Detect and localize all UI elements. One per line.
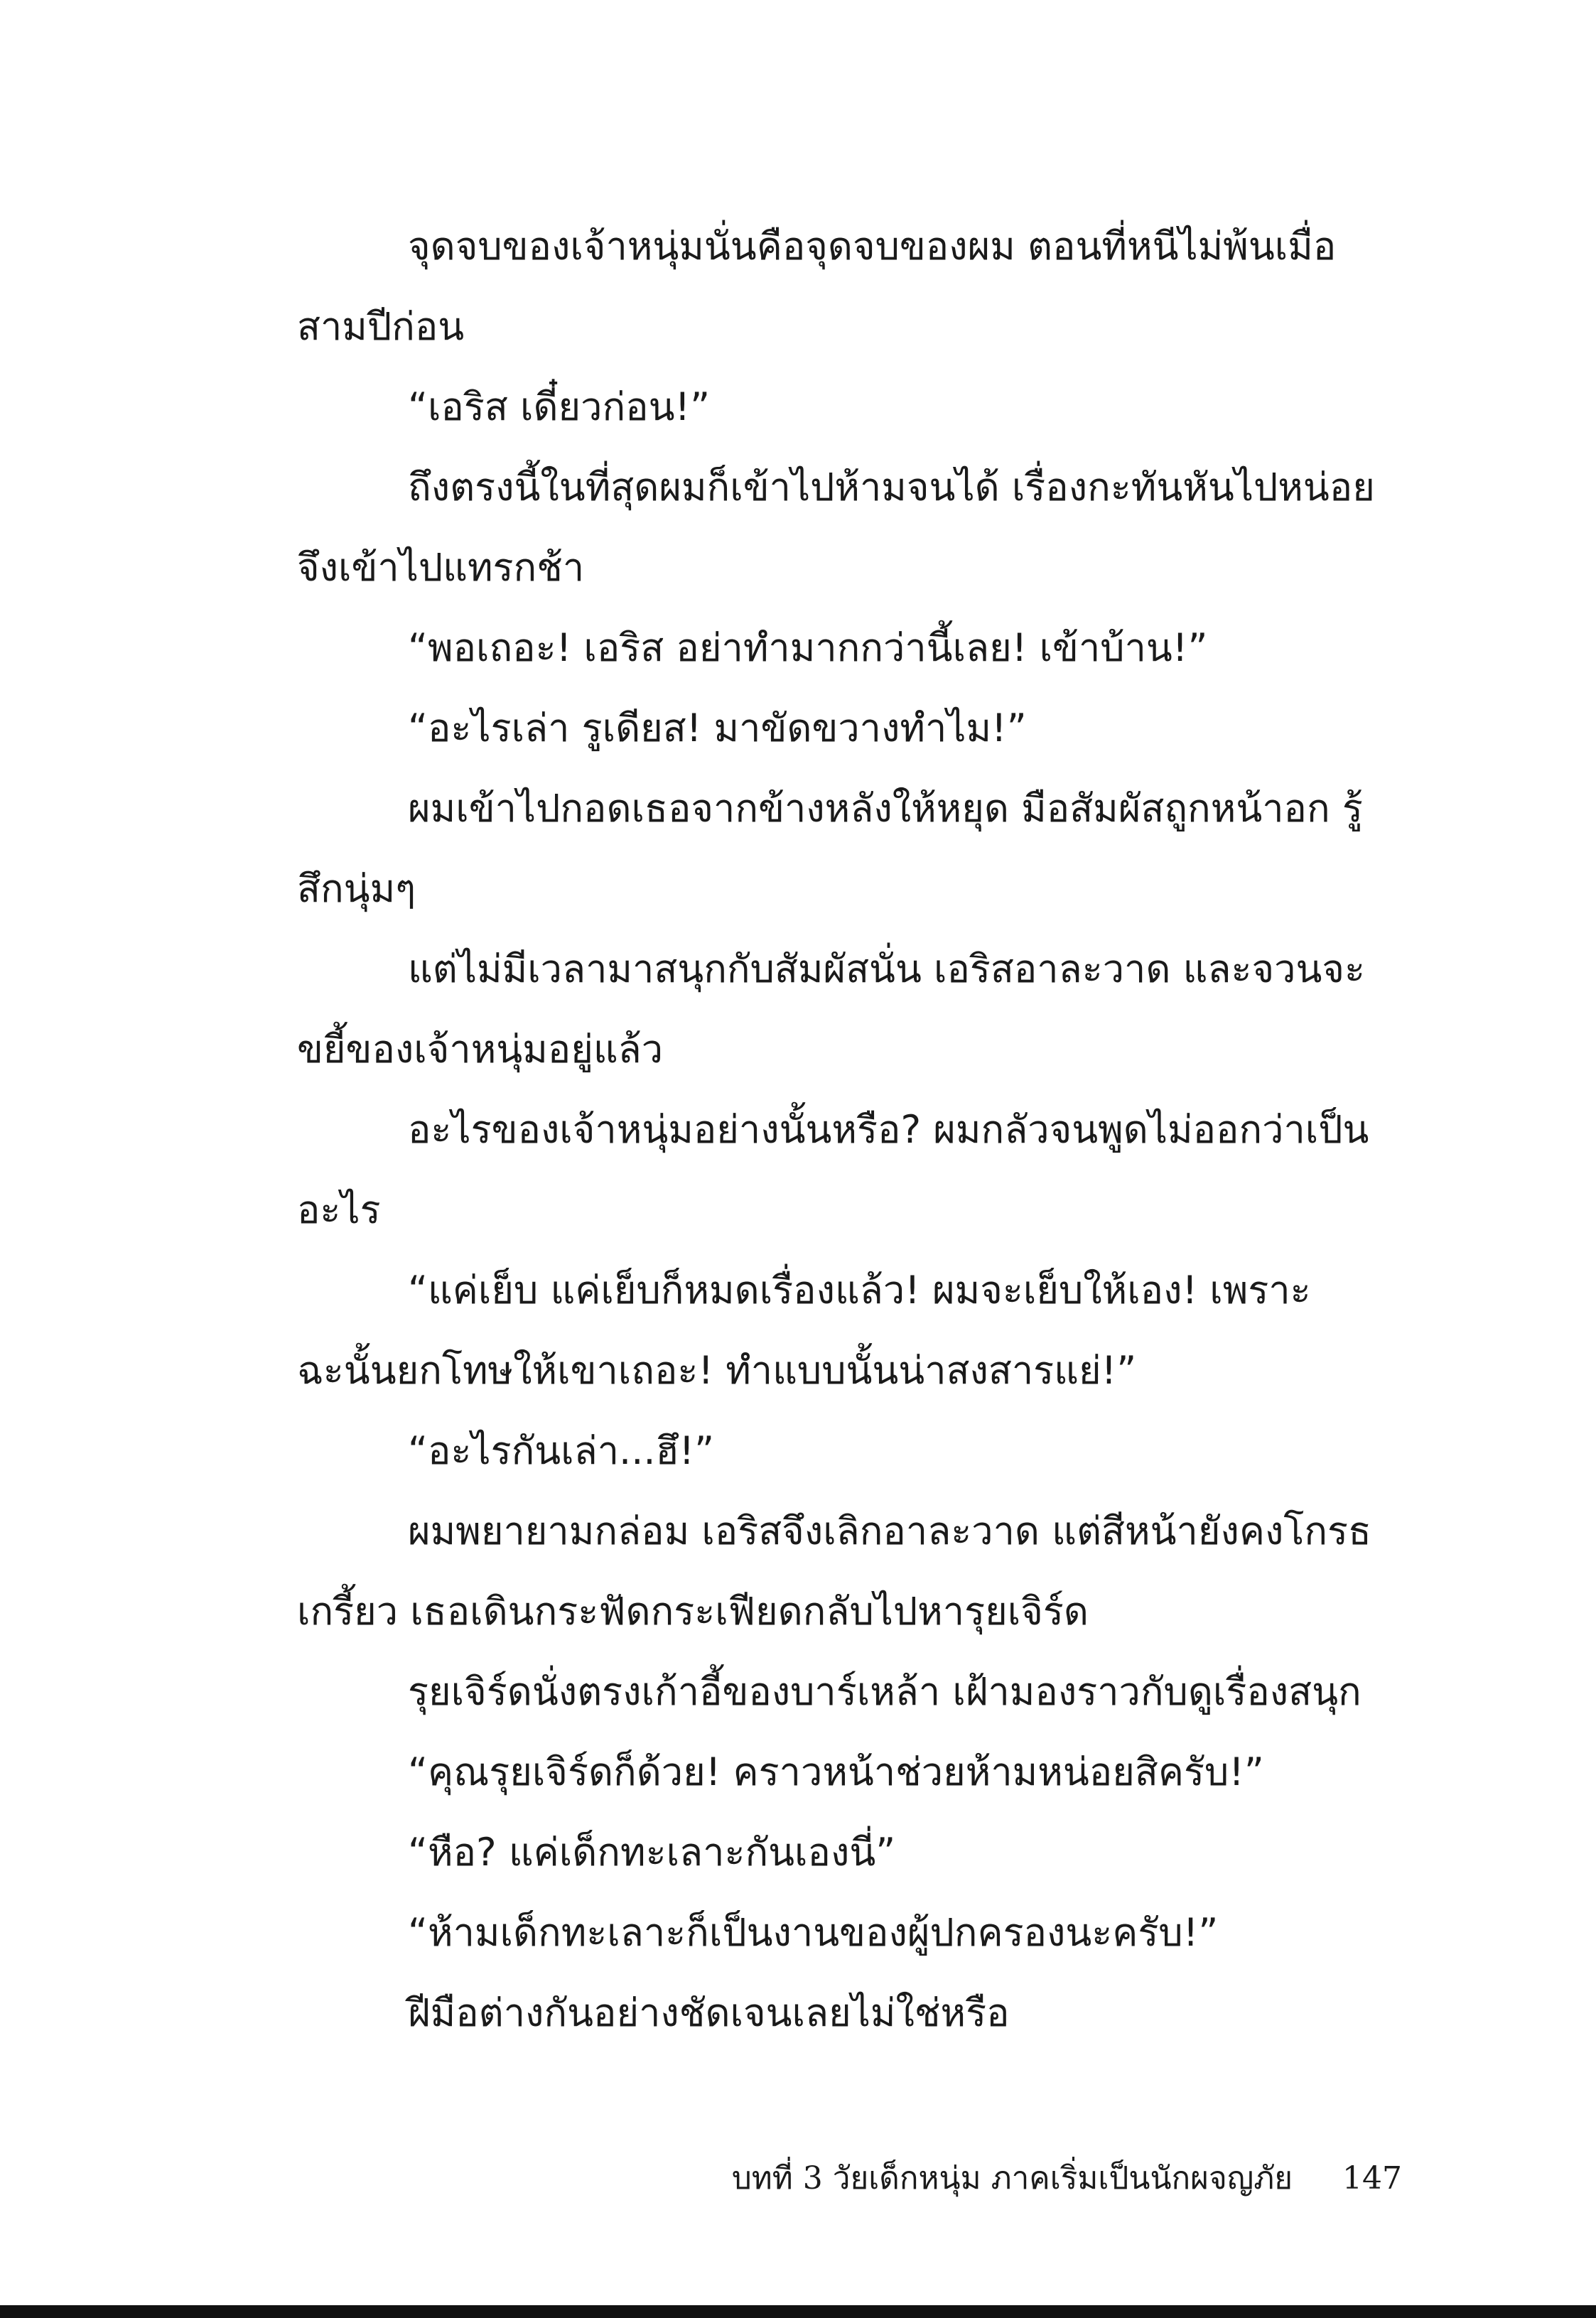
page-footer	[297, 2146, 1402, 2210]
paragraph-4: “พอเถอะ! เอริส อย่าทำมากกว่านี้เลย! เข้าบ้าน!”	[408, 625, 1208, 670]
paragraph-13: “คุณรุยเจิร์ดก็ด้วย! คราวหน้าช่วยห้ามหน่อยสิครับ!”	[408, 1750, 1264, 1794]
paragraph-2: “เอริส เดี๋ยวก่อน!”	[408, 384, 711, 429]
running-chapter-title: บทที่ 3 วัยเด็กหนุ่ม ภาคเริ่มเป็นนักผจญภัย	[731, 2160, 1293, 2196]
body-text	[297, 206, 1402, 2053]
paragraph-9: “แค่เย็บ แค่เย็บก็หมดเรื่องแล้ว! ผมจะเย็บให้เอง! เพราะฉะนั้นยกโทษให้เขาเถอะ! ทำแบบนั้นน่าสงสารแย่!”	[297, 1268, 1311, 1393]
paragraph-14: “หือ? แค่เด็กทะเลาะกันเองนี่”	[408, 1830, 896, 1875]
paragraph-7: แต่ไม่มีเวลามาสนุกกับสัมผัสนั่น เอริสอาละวาด และจวนจะขยี้ของเจ้าหนุ่มอยู่แล้ว	[297, 947, 1366, 1072]
paragraph-3: ถึงตรงนี้ในที่สุดผมก็เข้าไปห้ามจนได้ เรื่องกะทันหันไปหน่อยจึงเข้าไปแทรกช้า	[297, 465, 1375, 590]
paragraph-11: ผมพยายามกล่อม เอริสจึงเลิกอาละวาด แต่สีหน้ายังคงโกรธเกรี้ยว เธอเดินกระฟัดกระเฟียดกลับไปหารุยเจิร์ด	[297, 1509, 1371, 1634]
paragraph-1: จุดจบของเจ้าหนุ่มนั่นคือจุดจบของผม ตอนที่หนีไม่พ้นเมื่อสามปีก่อน	[297, 224, 1337, 349]
paragraph-16: ฝีมือต่างกันอย่างชัดเจนเลยไม่ใช่หรือ	[408, 1990, 1010, 2035]
paragraph-15: “ห้ามเด็กทะเลาะก็เป็นงานของผู้ปกครองนะครับ!”	[408, 1910, 1219, 1955]
paragraph-5: “อะไรเล่า รูเดียส! มาขัดขวางทำไม!”	[408, 706, 1027, 750]
paragraph-8: อะไรของเจ้าหนุ่มอย่างนั้นหรือ? ผมกลัวจนพูดไม่ออกว่าเป็นอะไร	[297, 1107, 1369, 1232]
bottom-edge-rule	[0, 2305, 1596, 2318]
paragraph-10: “อะไรกันเล่า...ฮึ!”	[408, 1428, 715, 1473]
paragraph-6: ผมเข้าไปกอดเธอจากข้างหลังให้หยุด มือสัมผัสถูกหน้าอก รู้สึกนุ่มๆ	[297, 786, 1363, 911]
paragraph-12: รุยเจิร์ดนั่งตรงเก้าอี้ของบาร์เหล้า เฝ้ามองราวกับดูเรื่องสนุก	[408, 1669, 1362, 1714]
page-number: 147	[1342, 2160, 1402, 2196]
